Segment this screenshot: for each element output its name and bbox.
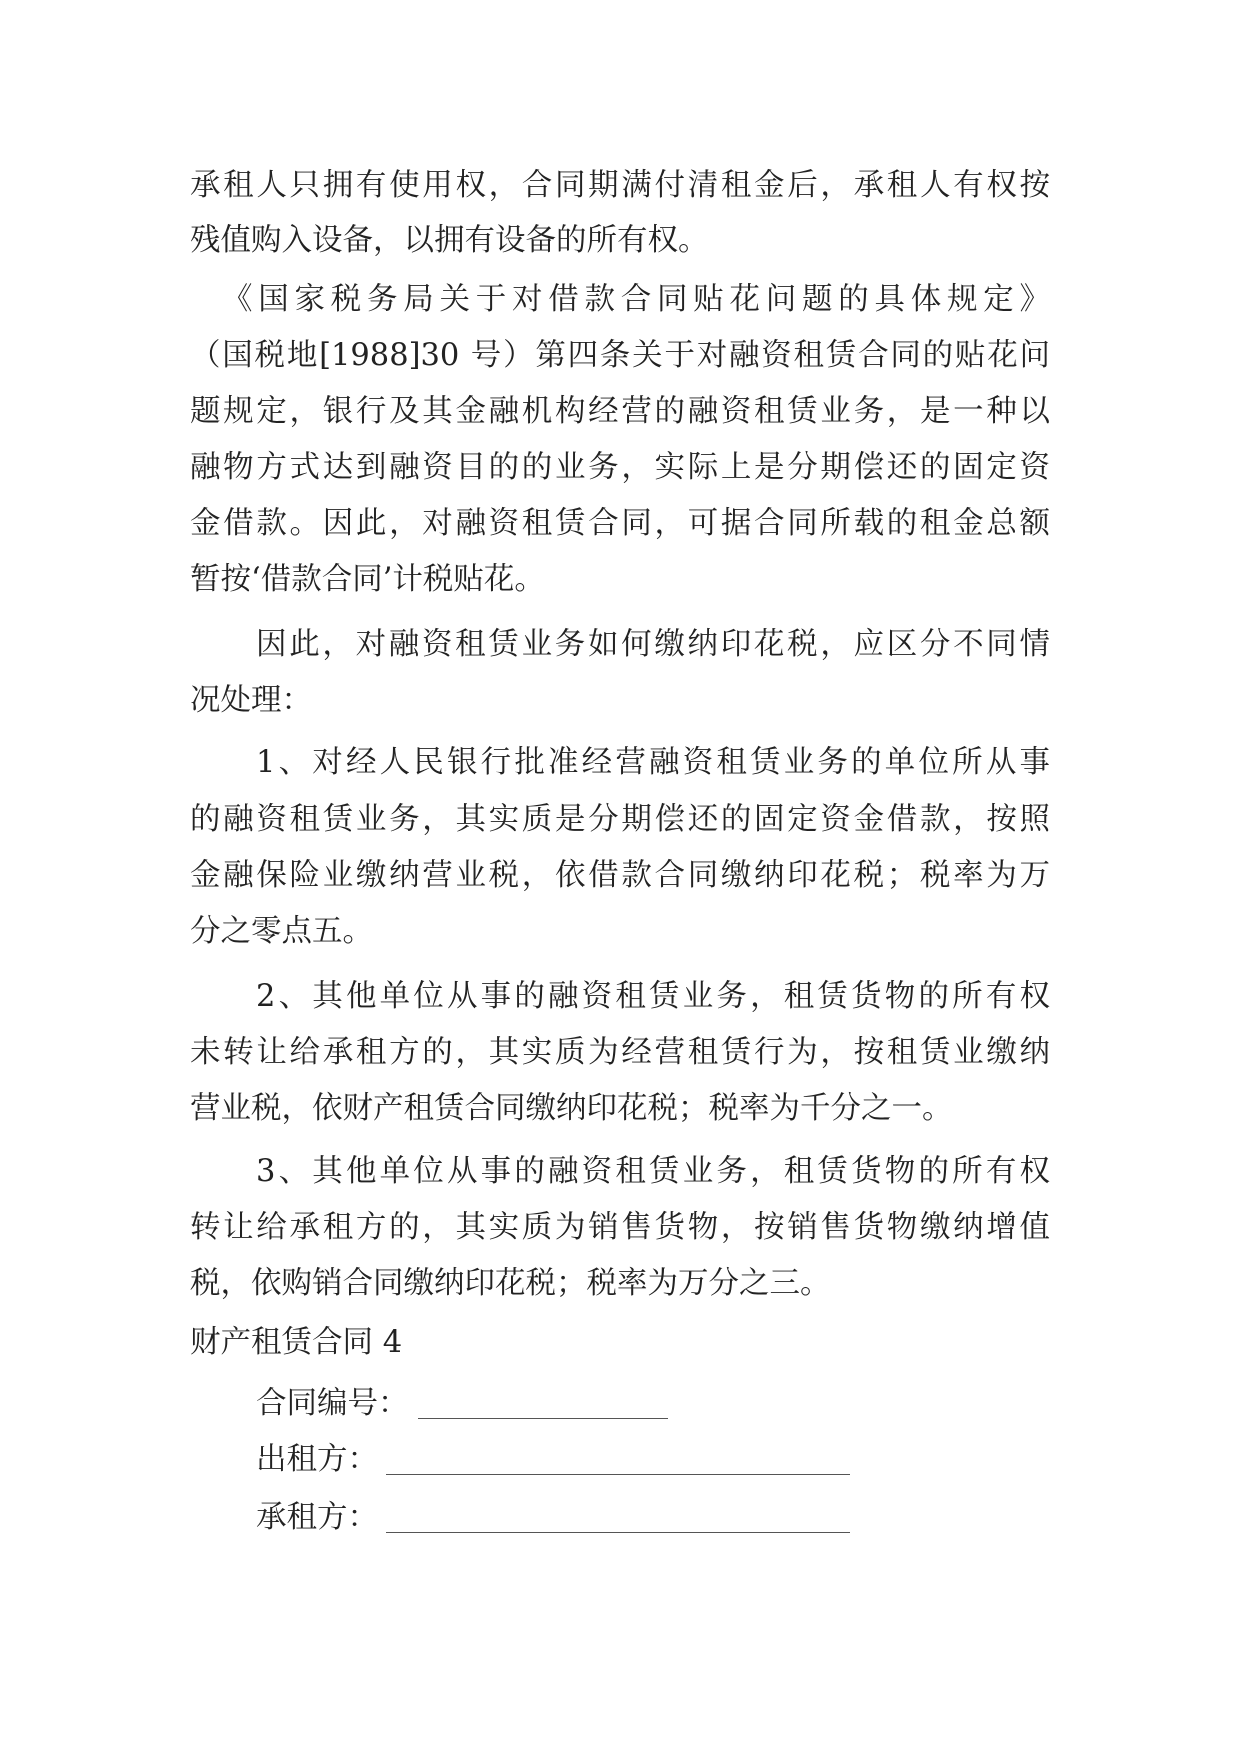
paragraph-line: 《国家税务局关于对借款合同贴花问题的具体规定》 bbox=[222, 282, 1050, 317]
paragraph-line: （国税地[1988]30 号）第四条关于对融资租赁合同的贴花问 bbox=[190, 338, 1050, 373]
paragraph-line: 营业税，依财产租赁合同缴纳印花税；税率为千分之一。 bbox=[190, 1091, 953, 1126]
paragraph-line: 未转让给承租方的，其实质为经营租赁行为，按租赁业缴纳 bbox=[190, 1035, 1050, 1070]
paragraph-line: 转让给承租方的，其实质为销售货物，按销售货物缴纳增值 bbox=[190, 1210, 1050, 1245]
paragraph-line: 融物方式达到融资目的的业务，实际上是分期偿还的固定资 bbox=[190, 450, 1050, 485]
paragraph-line: 2、其他单位从事的融资租赁业务，租赁货物的所有权 bbox=[256, 979, 1050, 1014]
paragraph-line: 况处理： bbox=[190, 683, 312, 718]
paragraph-line: 金借款。因此，对融资租赁合同，可据合同所载的租金总额 bbox=[190, 506, 1050, 541]
contract-number-label: 合同编号： bbox=[256, 1386, 409, 1421]
contract-number-blank[interactable] bbox=[418, 1418, 668, 1419]
paragraph-line: 的融资租赁业务，其实质是分期偿还的固定资金借款，按照 bbox=[190, 802, 1050, 837]
lessee-blank[interactable] bbox=[386, 1532, 850, 1533]
contract-title: 财产租赁合同 4 bbox=[190, 1325, 403, 1360]
paragraph-line: 1、对经人民银行批准经营融资租赁业务的单位所从事 bbox=[256, 745, 1050, 780]
paragraph-line: 残值购入设备，以拥有设备的所有权。 bbox=[190, 223, 709, 258]
lessor-blank[interactable] bbox=[386, 1474, 850, 1475]
paragraph-line: 因此，对融资租赁业务如何缴纳印花税，应区分不同情 bbox=[256, 627, 1050, 662]
paragraph-line: 题规定，银行及其金融机构经营的融资租赁业务，是一种以 bbox=[190, 394, 1050, 429]
lessor-label: 出租方： bbox=[256, 1442, 378, 1477]
paragraph-line: 金融保险业缴纳营业税，依借款合同缴纳印花税；税率为万 bbox=[190, 858, 1050, 893]
paragraph-line: 暂按‘借款合同’计税贴花。 bbox=[190, 562, 545, 597]
paragraph-line: 3、其他单位从事的融资租赁业务，租赁货物的所有权 bbox=[256, 1154, 1050, 1189]
paragraph-line: 税，依购销合同缴纳印花税；税率为万分之三。 bbox=[190, 1266, 831, 1301]
paragraph-line: 分之零点五。 bbox=[190, 914, 373, 949]
paragraph-line: 承租人只拥有使用权，合同期满付清租金后，承租人有权按 bbox=[190, 168, 1050, 203]
lessee-label: 承租方： bbox=[256, 1500, 378, 1535]
